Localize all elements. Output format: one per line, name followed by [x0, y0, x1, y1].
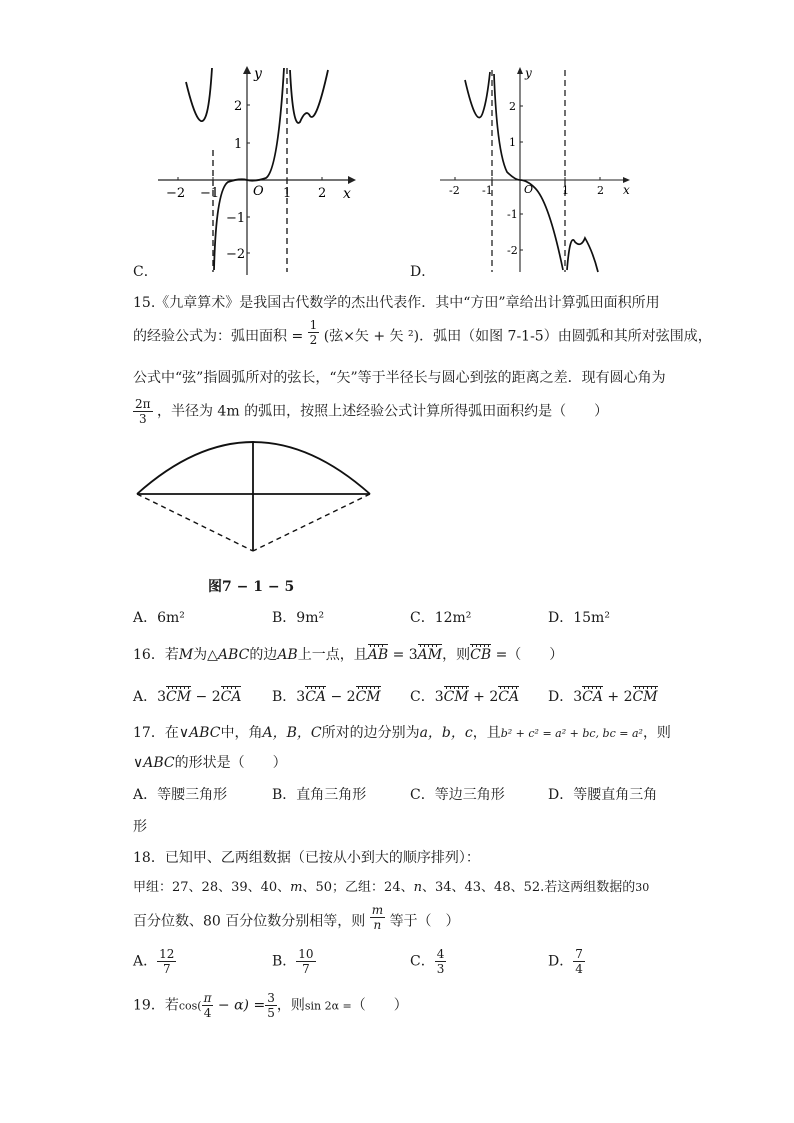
q18-line2: 甲组：27、28、39、40、m、50；乙组：24、n、34、43、48、52.若这两组数据的30 [133, 880, 650, 895]
fraction-m-n: $\frac{m}{n}$ [371, 903, 384, 932]
y-tick: −2 [226, 247, 246, 262]
q16-option-b[interactable]: B．3CA − 2CM [272, 689, 381, 705]
y-tick: 2 [234, 99, 243, 114]
q17-line2: ∨ABC的形状是（ ） [133, 755, 287, 771]
x-tick: 2 [318, 186, 327, 201]
q17-option-d-wrap: 形 [133, 819, 147, 835]
q18-option-a[interactable]: A． $\frac{12}{7}$ [133, 947, 175, 976]
q18-option-b[interactable]: B． $\frac{10}{7}$ [272, 947, 314, 976]
q15-option-b[interactable]: B．9m² [272, 610, 325, 626]
origin-label: O [524, 183, 534, 196]
q18-option-c[interactable]: C． $\frac{4}{3}$ [410, 947, 445, 976]
figure-caption: 图7 − 1 − 5 [208, 579, 295, 595]
q15-line3: 公式中“弦”指圆弧所对的弦长，“矢”等于半径长与圆心到弦的距离之差．现有圆心角为 [133, 370, 666, 386]
q15-option-a[interactable]: A．6m² [133, 610, 185, 626]
axis-x-label: x [343, 186, 351, 202]
q15-line1: 15.《九章算术》是我国古代数学的杰出代表作．其中“方田”章给出计算弧田面积所用 [133, 295, 660, 311]
graph-c [150, 60, 360, 280]
origin-label: O [253, 184, 264, 199]
q19-stem: 19．若cos( $\frac{\pi}{4}$ − α) = $\frac{3}{5}$ ，则sin 2α =（ ） [133, 991, 408, 1020]
x-tick: -1 [482, 184, 493, 197]
arc-field-figure [130, 435, 380, 560]
q15-line2 [133, 318, 712, 347]
q17-option-a[interactable]: A．等腰三角形 [133, 787, 228, 803]
q18-line3: 百分位数、80 百分位数分别相等，则 $\frac{m}{n}$ 等于（ ） [133, 903, 460, 932]
q15-option-d[interactable]: D．15m² [548, 610, 610, 626]
option-c-label: C． [133, 264, 158, 280]
y-tick: 1 [509, 136, 516, 149]
q15-option-c[interactable]: C．12m² [410, 610, 472, 626]
option-d-label: D． [410, 264, 436, 280]
y-tick: −1 [226, 211, 246, 226]
q16-option-d[interactable]: D．3CA + 2CM [548, 689, 658, 705]
q16-option-c[interactable]: C．3CM + 2CA [410, 689, 520, 705]
q15-line2-a: 的经验公式为：弧田面积 = [133, 328, 304, 345]
x-tick: −2 [166, 186, 186, 201]
x-tick: 1 [283, 186, 292, 201]
y-tick: 2 [509, 100, 516, 113]
q17-option-c[interactable]: C．等边三角形 [410, 787, 505, 803]
q15-line4-text: ，半径为 4m 的弧田，按照上述经验公式计算所得弧田面积约是（ ） [156, 403, 609, 420]
q16-option-a[interactable]: A．3CM − 2CA [133, 689, 242, 705]
q18-line1: 18．已知甲、乙两组数据（已按从小到大的顺序排列）： [133, 850, 480, 866]
axis-x-label: x [623, 183, 630, 197]
q18-option-d[interactable]: D． $\frac{7}{4}$ [548, 947, 583, 976]
y-tick: -1 [507, 208, 518, 221]
graph-d [435, 62, 635, 277]
x-tick: 2 [597, 184, 604, 197]
q17-line1: 17．在∨ABC中，角A，B，C所对的边分别为a，b，c，且b² + c² = a² + bc, bc = a²，则 [133, 725, 671, 741]
axis-y-label: y [254, 66, 262, 82]
y-tick: -2 [507, 244, 518, 257]
q17-option-b[interactable]: B．直角三角形 [272, 787, 367, 803]
q17-option-d[interactable]: D．等腰直角三角 [548, 787, 658, 803]
x-tick: 1 [562, 184, 569, 197]
q16-stem: 16．若M为△ABC的边AB上一点，且AB = 3AM，则CB =（ ） [133, 647, 564, 663]
x-tick: -2 [449, 184, 460, 197]
fraction-half: $\frac{1}{2}$ [309, 318, 318, 347]
y-tick: 1 [234, 137, 243, 152]
q15-line2-b: (弦×矢 + 矢 ²)．弧田（如图 7-1-5）由圆弧和其所对弦围成， [323, 328, 712, 345]
fraction-angle: $\frac{2\pi}{3}$ [135, 397, 151, 426]
axis-y-label: y [525, 66, 532, 80]
q15-line4 [133, 398, 608, 425]
x-tick: −1 [200, 186, 220, 201]
